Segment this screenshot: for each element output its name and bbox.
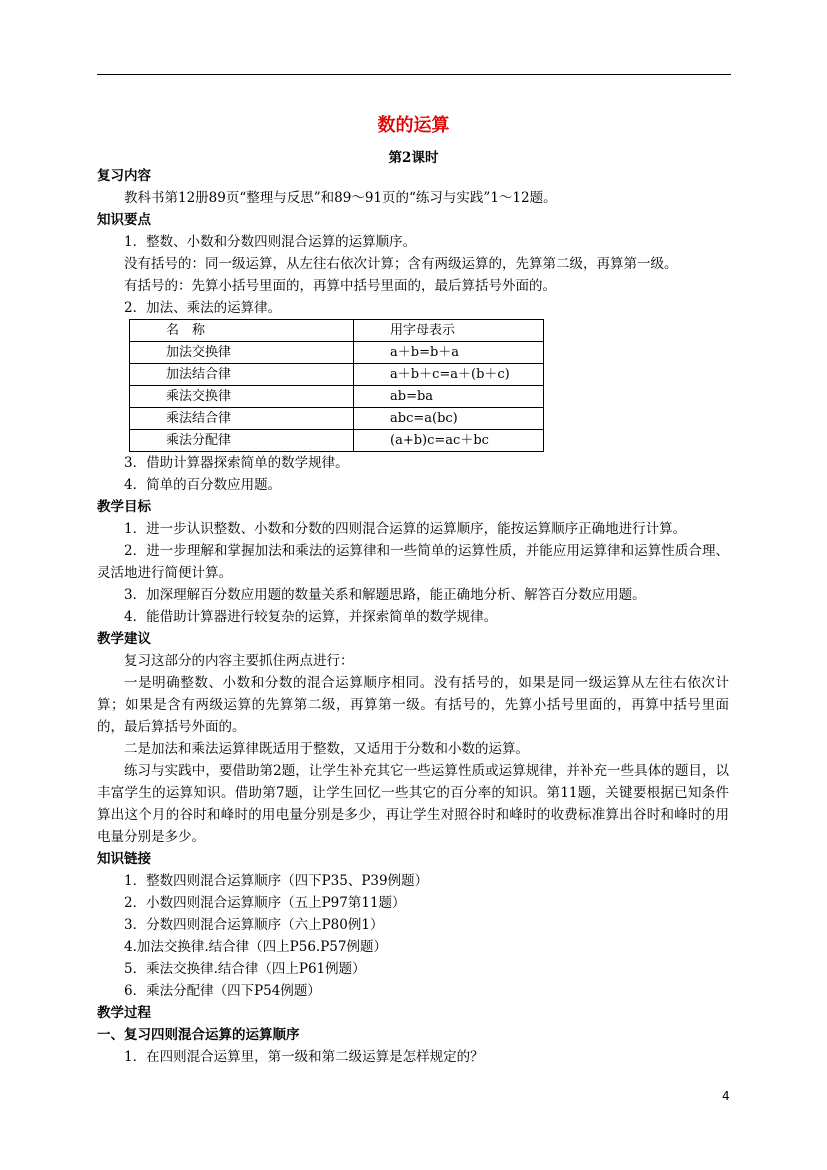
list-item: 2．小数四则混合运算顺序（五上P97第11题）	[124, 895, 406, 911]
table-cell: 乘法交换律	[130, 386, 354, 408]
table-cell: 加法结合律	[130, 364, 354, 386]
table-header-row	[130, 320, 544, 342]
table-row	[130, 364, 544, 386]
paragraph: 2．进一步理解和掌握加法和乘法的运算律和一些简单的运算性质，并能应用运算律和运算性质合理、灵活地进行简便计算。	[97, 543, 729, 581]
list-item: 1．整数四则混合运算顺序（四下P35、P39例题）	[124, 873, 429, 889]
document-body	[97, 165, 747, 1068]
paragraph: 1．进一步认识整数、小数和分数的四则混合运算的运算顺序，能按运算顺序正确地进行计算。	[124, 521, 687, 537]
header-rule	[97, 74, 731, 75]
list-item: 3．分数四则混合运算顺序（六上P80例1）	[124, 917, 384, 933]
table-cell: abc=a(bc)	[354, 408, 544, 430]
paragraph: 复习这部分的内容主要抓住两点进行：	[124, 653, 354, 669]
paragraph: 教科书第12册89页“整理与反思”和89～91页的“练习与实践”1～12题。	[124, 190, 557, 206]
table-row	[130, 408, 544, 430]
table-cell: a＋b＋c=a＋(b＋c)	[354, 364, 544, 386]
table-cell: 乘法分配律	[130, 430, 354, 452]
paragraph: 1．在四则混合运算里，第一级和第二级运算是怎样规定的？	[124, 1049, 484, 1065]
section-heading-teaching-suggestions: 教学建议	[97, 631, 151, 647]
list-item: 4.加法交换律.结合律（四上P56.P57例题）	[124, 939, 387, 955]
table-cell: 加法交换律	[130, 342, 354, 364]
table-header-cell: 用字母表示	[354, 320, 544, 342]
section-heading-review-content: 复习内容	[97, 168, 151, 184]
table-row	[130, 430, 544, 452]
paragraph: 没有括号的：同一级运算，从左往右依次计算；含有两级运算的，先算第二级，再算第一级。	[124, 256, 678, 272]
paragraph: 一是明确整数、小数和分数的混合运算顺序相同。没有括号的，如果是同一级运算从左往右依次计算；如果是含有两级运算的先算第二级，再算第一级。有括号的，先算小括号里面的，再算中括号里面的，最后算括号外面的。	[97, 675, 729, 735]
table-row	[130, 386, 544, 408]
list-item: 5．乘法交换律.结合律（四上P61例题）	[124, 961, 366, 977]
paragraph: 4．能借助计算器进行较复杂的运算，并探索简单的数学规律。	[124, 609, 498, 625]
table-cell: a＋b=b＋a	[354, 342, 544, 364]
table-cell: (a+b)c=ac＋bc	[354, 430, 544, 452]
paragraph: 二是加法和乘法运算律既适用于整数，又适用于分数和小数的运算。	[124, 741, 529, 757]
paragraph: 1．整数、小数和分数四则混合运算的运算顺序。	[124, 234, 417, 250]
subsection-heading: 一、复习四则混合运算的运算顺序	[97, 1027, 300, 1043]
paragraph: 有括号的：先算小括号里面的，再算中括号里面的，最后算括号外面的。	[124, 278, 556, 294]
section-heading-teaching-goals: 教学目标	[97, 499, 151, 515]
page-number: 4	[722, 1089, 730, 1103]
paragraph: 4．简单的百分数应用题。	[124, 477, 282, 493]
lesson-subtitle: 第2课时	[388, 150, 439, 166]
paragraph: 3．加深理解百分数应用题的数量关系和解题思路，能正确地分析、解答百分数应用题。	[124, 587, 646, 603]
table-cell: ab=ba	[354, 386, 544, 408]
paragraph: 3．借助计算器探索简单的数学规律。	[124, 455, 349, 471]
list-item: 6．乘法分配律（四下P54例题）	[124, 983, 321, 999]
paragraph: 练习与实践中，要借助第2题，让学生补充其它一些运算性质或运算规律，并补充一些具体的题目，以丰富学生的运算知识。借助第7题，让学生回忆一些其它的百分率的知识。第11题，关键要根据已知条件算出这个月的谷时和峰时的用电量分别是多少，再让学生对照谷时和峰时的收费标准算出谷时和峰时的用电量分别是多少。	[97, 763, 729, 845]
table-cell: 乘法结合律	[130, 408, 354, 430]
table-header-cell: 名 称	[130, 320, 354, 342]
operation-laws-table	[129, 319, 544, 452]
page-title: 数的运算	[377, 115, 450, 136]
section-heading-key-points: 知识要点	[97, 212, 151, 228]
table-row	[130, 342, 544, 364]
section-heading-knowledge-links: 知识链接	[97, 851, 151, 867]
paragraph: 2．加法、乘法的运算律。	[124, 300, 282, 316]
section-heading-teaching-process: 教学过程	[97, 1005, 151, 1021]
